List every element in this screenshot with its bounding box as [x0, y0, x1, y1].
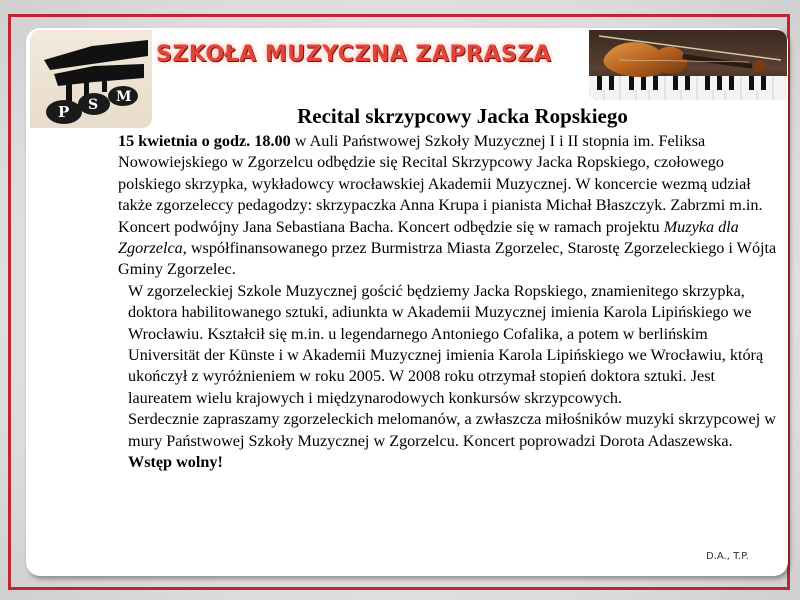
violin-piano-icon — [589, 30, 787, 100]
svg-text:S: S — [88, 97, 99, 113]
svg-text:P: P — [58, 103, 70, 121]
article-title: Recital skrzypcowy Jacka Ropskiego — [297, 104, 628, 128]
header-banner: SZKOŁA MUZYCZNA ZAPRASZA — [156, 42, 552, 67]
paragraph-1 — [48, 131, 778, 281]
violin-image — [589, 30, 787, 100]
paragraph-3-text: Serdecznie zapraszamy zgorzeleckich melomanów, a zwłaszcza miłośników muzyki skrzypcowej w mury Państwowej Szkoły Muzycznej w Zgorzelcu. Koncert poprowadzi Dorota Adaszewska. — [128, 410, 776, 450]
article-body — [48, 131, 778, 474]
paragraph-1-text-a: w Auli Państwowej Szkoły Muzycznej I i II stopnia im. Feliksa Nowowiejskiego w Zgorzelcu odbędzie się Recital Skrzypcowy Jacka Ropskiego, czołowego polskiego skrzypka, wykładowcy wrocławskiej Akademii Muzycznej. W koncercie wezmą udział także zgorzeleccy pedagodzy: skrzypaczka Anna Krupa i pianista Michał Błaszczyk. Zabrzmi m.in. Koncert podwójny Jana Sebastiana Bacha. Koncert odbędzie się w ramach projektu — [118, 132, 763, 236]
paragraph-1-text-b: współfinansowanego przez Burmistrza Miasta Zgorzelec, Starostę Zgorzeleckiego i Wójta Gminy Zgorzelec. — [118, 239, 777, 279]
author-credit: D.A., T.P. — [706, 551, 749, 562]
paragraph-3 — [48, 409, 778, 473]
paragraph-2: W zgorzeleckiej Szkole Muzycznej gościć będziemy Jacka Ropskiego, znamienitego skrzypka, doktora habilitowanego sztuki, adiunkta w Akademii Muzycznej imienia Karola Lipińskiego we Wrocławiu. Kształcił się m.in. u legendarnego Antoniego Cofalika, a potem w berlińskim Universität der Künste i w Akademii Muzycznej imienia Karola Lipińskiego we Wrocławiu, którą ukończył z wyróżnieniem w roku 2005. W 2008 roku otrzymał stopień doktora sztuki. Jest laureatem wielu krajowych i międzynarodowych konkursów skrzypcowych. — [128, 281, 764, 407]
free-entry: Wstęp wolny! — [128, 453, 223, 472]
date-lead: 15 kwietnia o godz. 18.00 — [118, 132, 291, 150]
project-name: Muzyka dla Zgorzelca, — [118, 217, 739, 258]
svg-text:M: M — [116, 89, 132, 105]
